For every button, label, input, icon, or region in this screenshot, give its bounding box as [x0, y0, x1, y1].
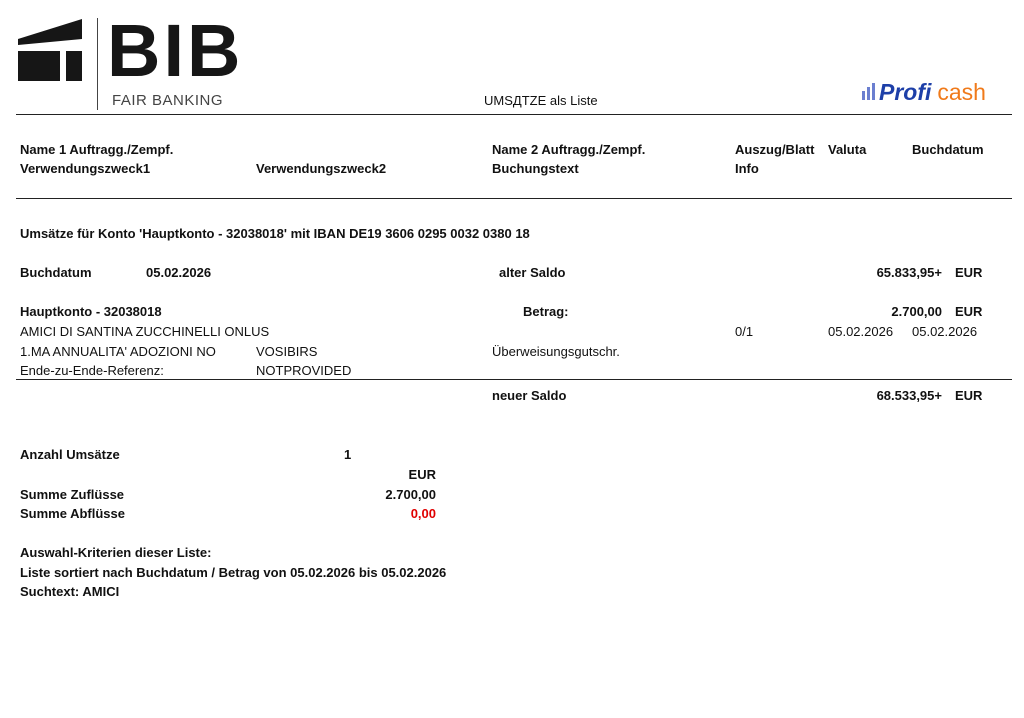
amount-currency: EUR	[955, 304, 983, 319]
col-header-info: Info	[735, 161, 759, 176]
col-header-purpose1: Verwendungszweck1	[20, 161, 151, 176]
new-balance-currency: EUR	[955, 388, 983, 403]
profi-cash-logo	[862, 79, 986, 105]
bib-logo-icon	[18, 17, 84, 83]
transaction-count-label: Anzahl Umsätze	[20, 447, 120, 462]
booking-date-label: Buchdatum	[20, 265, 92, 280]
booking-text: Überweisungsgutschr.	[492, 344, 620, 359]
new-balance-value: 68.533,95+	[876, 388, 942, 403]
signal-bars-icon	[862, 79, 877, 105]
booking-date-value: 05.02.2026	[146, 265, 212, 280]
col-header-buchdatum: Buchdatum	[912, 142, 984, 157]
header-divider	[16, 114, 1012, 115]
purpose-2: VOSIBIRS	[256, 344, 318, 359]
col-header-purpose2: Verwendungszweck2	[256, 161, 387, 176]
old-balance-value: 65.833,95+	[876, 265, 942, 280]
outflows-value: 0,00	[410, 506, 436, 521]
criteria-heading: Auswahl-Kriterien dieser Liste:	[20, 545, 212, 560]
e2e-reference-value: NOTPROVIDED	[256, 363, 352, 378]
purpose-1: 1.MA ANNUALITA' ADOZIONI NO	[20, 344, 216, 359]
inflows-value: 2.700,00	[385, 487, 436, 502]
logo-cash-text: cash	[937, 79, 986, 105]
criteria-search-line: Suchtext: AMICI	[20, 584, 120, 599]
report-title: UMSДTZE als Liste	[484, 93, 598, 108]
bank-tagline: FAIR BANKING	[112, 92, 224, 109]
outflows-label: Summe Abflüsse	[20, 506, 125, 521]
summary-currency: EUR	[408, 467, 436, 482]
amount-label: Betrag:	[523, 304, 569, 319]
amount-value: 2.700,00	[891, 304, 942, 319]
old-balance-currency: EUR	[955, 265, 983, 280]
columns-divider	[16, 198, 1012, 199]
col-header-valuta: Valuta	[828, 142, 867, 157]
buchdatum-date: 05.02.2026	[912, 324, 978, 339]
logo-profi-text: Profi	[879, 79, 932, 105]
col-header-name2: Name 2 Auftragg./Zempf.	[492, 142, 646, 157]
payer-name: AMICI DI SANTINA ZUCCHINELLI ONLUS	[20, 324, 270, 339]
criteria-sort-line: Liste sortiert nach Buchdatum / Betrag von 05.02.2026 bis 05.02.2026	[20, 565, 447, 580]
inflows-label: Summe Zuflüsse	[20, 487, 125, 502]
col-header-statement: Auszug/Blatt	[735, 142, 815, 157]
valuta-date: 05.02.2026	[828, 324, 894, 339]
col-header-booking-text: Buchungstext	[492, 161, 579, 176]
transaction-divider	[16, 379, 1012, 380]
account-name: Hauptkonto - 32038018	[20, 304, 162, 319]
transaction-count-value: 1	[344, 447, 352, 462]
new-balance-label: neuer Saldo	[492, 388, 567, 403]
account-heading: Umsätze für Konto 'Hauptkonto - 32038018' mit IBAN DE19 3606 0295 0032 0380 18	[20, 226, 530, 241]
e2e-reference-label: Ende-zu-Ende-Referenz:	[20, 363, 164, 378]
col-header-name1: Name 1 Auftragg./Zempf.	[20, 142, 174, 157]
bank-logo-text: BIB	[107, 9, 244, 92]
logo-divider	[97, 18, 98, 110]
statement-sheet: 0/1	[735, 324, 754, 339]
old-balance-label: alter Saldo	[499, 265, 566, 280]
